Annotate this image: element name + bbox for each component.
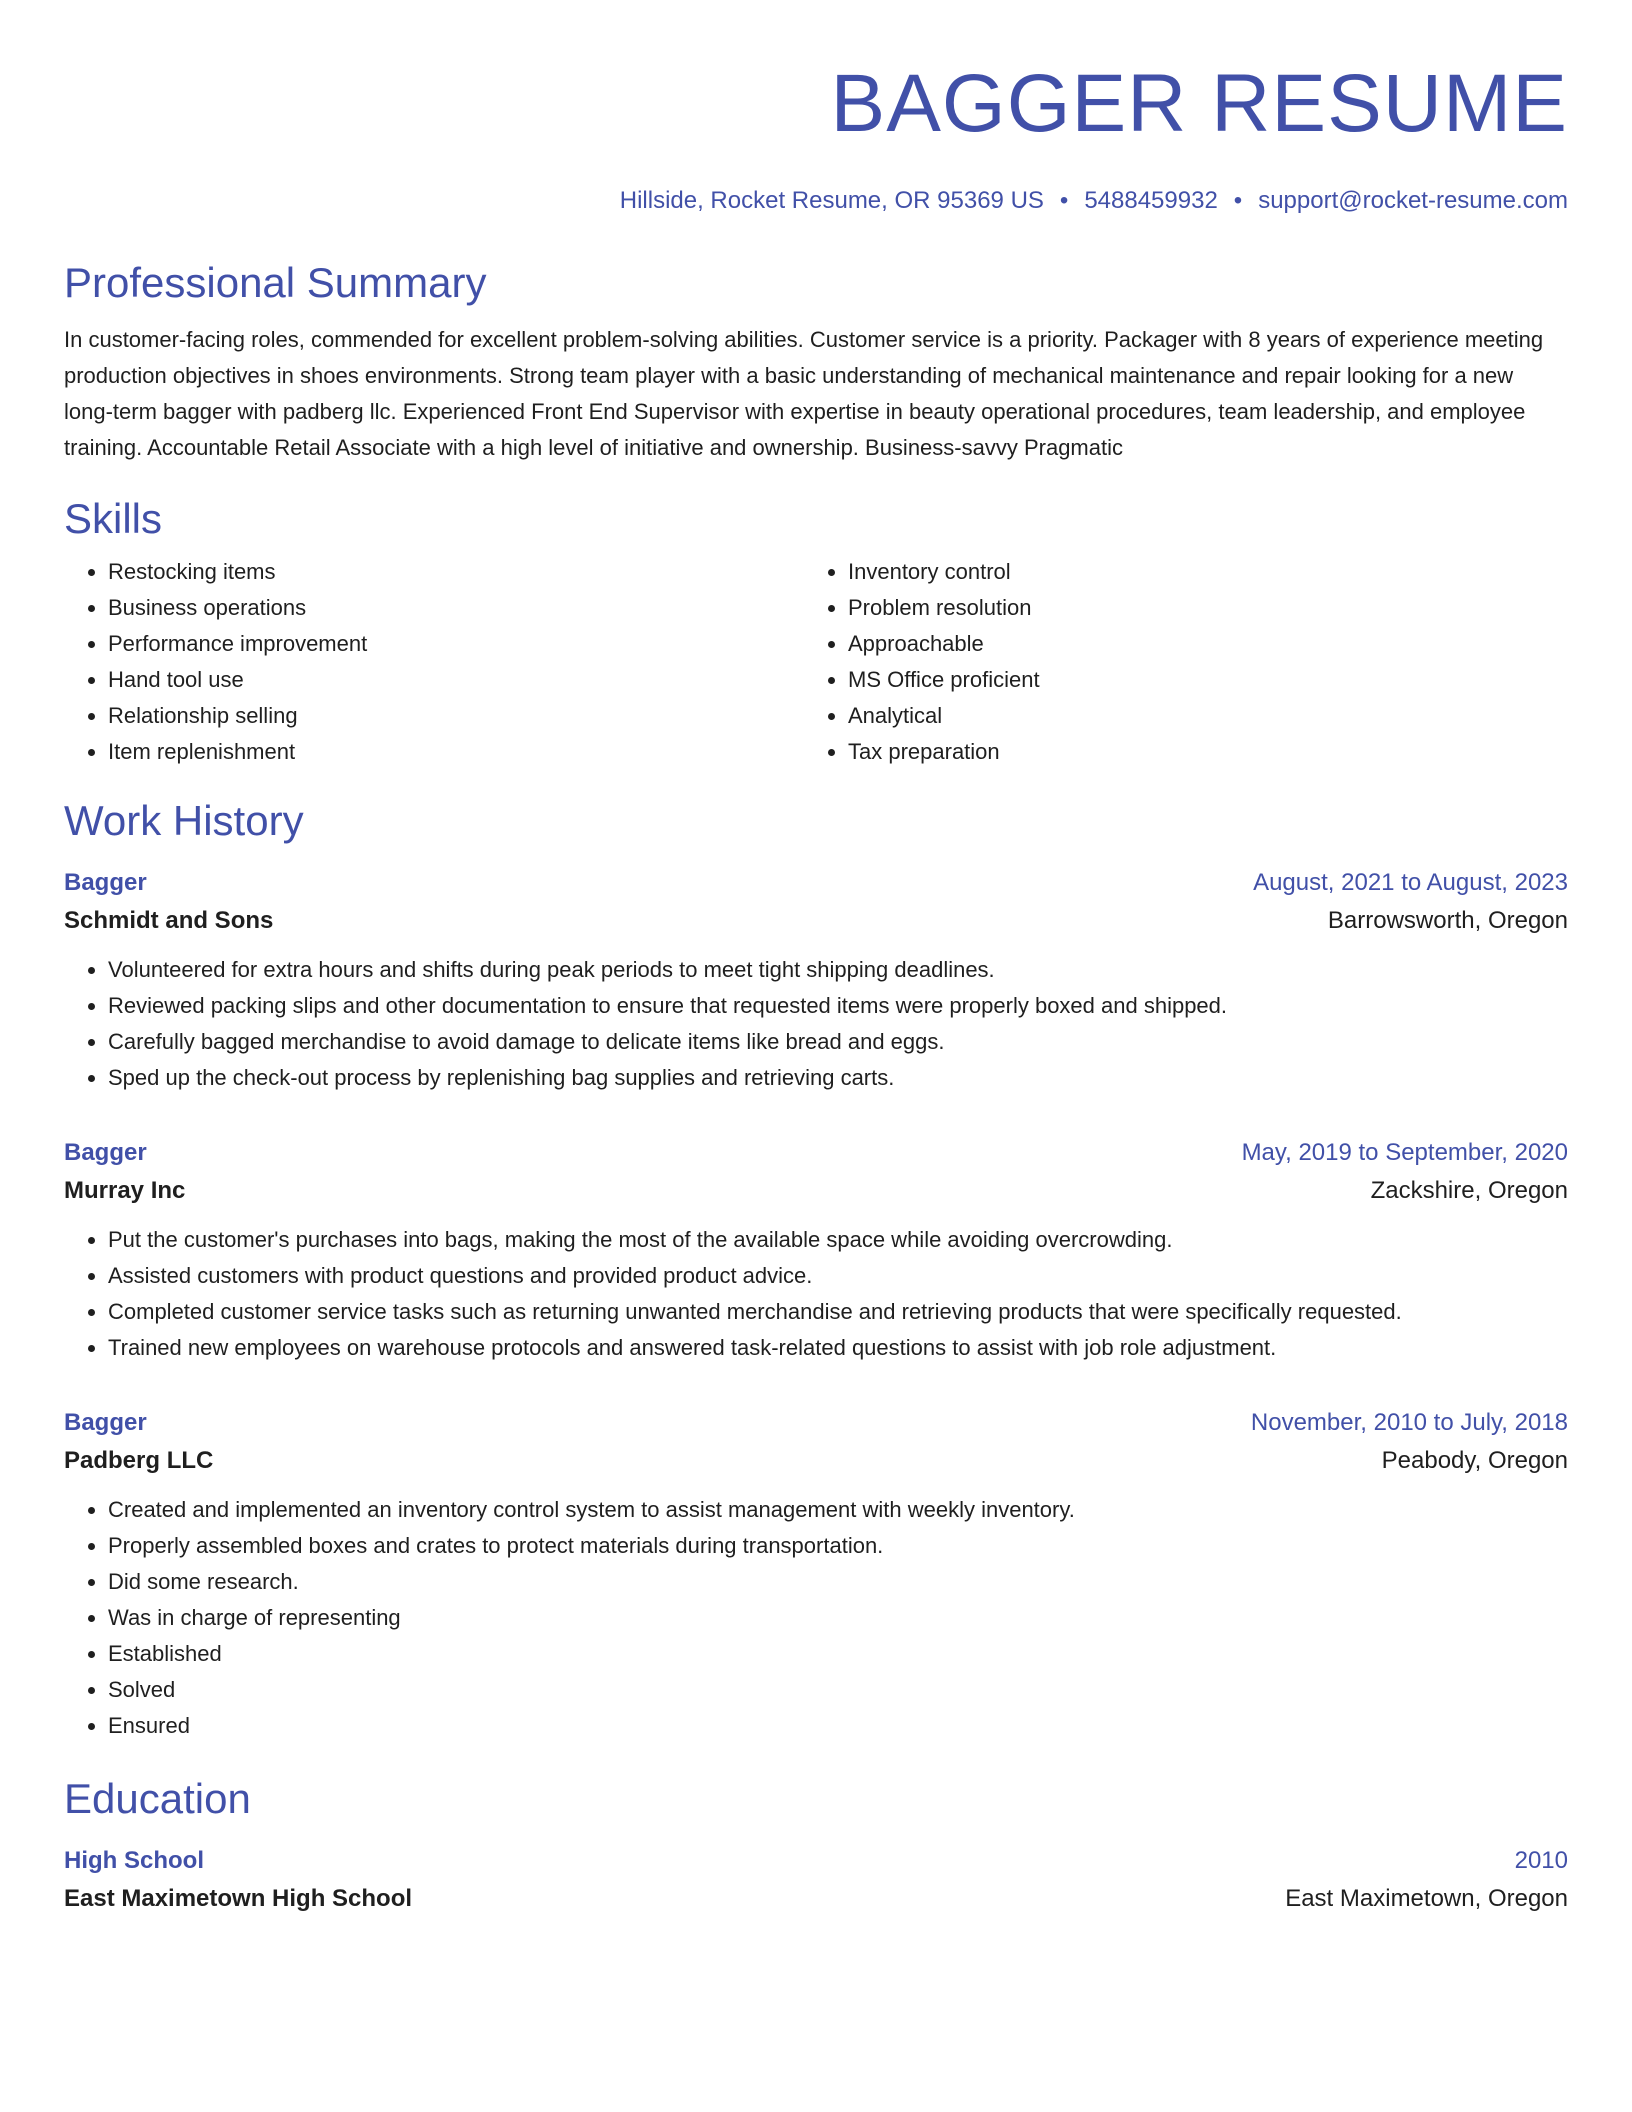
skill-item: • Approachable <box>848 626 1544 662</box>
job-dates: November, 2010 to July, 2018 <box>1250 1409 1568 1436</box>
contact-address: Hillside, Rocket Resume, OR 95369 US <box>619 187 1044 214</box>
education-heading: Education <box>64 1775 251 1822</box>
job-dates: May, 2019 to September, 2020 <box>1241 1139 1568 1166</box>
contact-email: support@rocket-resume.com <box>1258 187 1568 214</box>
contact-phone: 5488459932 <box>1084 187 1218 214</box>
job-location: Barrowsworth, Oregon <box>1327 907 1568 934</box>
skill-item: • Problem resolution <box>848 590 1544 626</box>
contact-separator: • <box>1233 187 1243 214</box>
job-duty: • Assisted customers with product questions and provided product advice. <box>108 1258 1568 1294</box>
job-location: Zackshire, Oregon <box>1370 1177 1568 1204</box>
job-duty: • Reviewed packing slips and other documentation to ensure that requested items were properly boxed and shipped. <box>108 988 1568 1024</box>
job-company: Murray Inc <box>64 1177 186 1204</box>
skill-item: • Tax preparation <box>848 734 1544 770</box>
job-duty: • Established <box>108 1636 1568 1672</box>
job-duty: • Volunteered for extra hours and shifts during peak periods to meet tight shipping deadlines. <box>108 952 1568 988</box>
job-duty: • Trained new employees on warehouse protocols and answered task-related questions to assist with job role adjustment. <box>108 1330 1568 1366</box>
job-duty: • Solved <box>108 1672 1568 1708</box>
resume-name: BAGGER RESUME <box>830 58 1568 149</box>
skill-item: • Inventory control <box>848 554 1544 590</box>
job-duties <box>64 1492 1568 1744</box>
skills-column-right <box>804 554 1544 770</box>
skill-item: • Business operations <box>108 590 804 626</box>
skill-item: • MS Office proficient <box>848 662 1544 698</box>
job-duty: • Was in charge of representing <box>108 1600 1568 1636</box>
contact-line <box>64 186 1568 216</box>
skills-heading: Skills <box>64 495 163 542</box>
skill-item: • Hand tool use <box>108 662 804 698</box>
job-duty: • Properly assembled boxes and crates to protect materials during transportation. <box>108 1528 1568 1564</box>
skill-item: • Analytical <box>848 698 1544 734</box>
job-location: Peabody, Oregon <box>1381 1447 1568 1474</box>
job-duty: • Completed customer service tasks such as returning unwanted merchandise and retrieving products that were specifically requested. <box>108 1294 1568 1330</box>
job-duty: • Carefully bagged merchandise to avoid damage to delicate items like bread and eggs. <box>108 1024 1568 1060</box>
job-company: Schmidt and Sons <box>64 907 274 934</box>
job-entry <box>64 864 1568 1096</box>
job-company: Padberg LLC <box>64 1447 214 1474</box>
job-duty: • Put the customer's purchases into bags, making the most of the available space while avoiding overcrowding. <box>108 1222 1568 1258</box>
job-dates: August, 2021 to August, 2023 <box>1253 869 1568 896</box>
job-duty: • Ensured <box>108 1708 1568 1744</box>
job-duties <box>64 952 1568 1096</box>
job-entry <box>64 1404 1568 1744</box>
education-degree: High School <box>64 1847 204 1874</box>
job-title: Bagger <box>64 1139 147 1166</box>
work-history-heading: Work History <box>64 797 304 844</box>
job-title: Bagger <box>64 869 147 896</box>
job-entry <box>64 1134 1568 1366</box>
job-duty: • Sped up the check-out process by replenishing bag supplies and retrieving carts. <box>108 1060 1568 1096</box>
skills-list <box>64 554 1568 770</box>
summary-text: In customer-facing roles, commended for excellent problem-solving abilities. Customer service is a priority. Packager with 8 years of experience meeting production objectives in shoes environments. Strong team player with a basic understanding of mechanical maintenance and repair looking for a new long-term bagger with padberg llc. Experienced Front End Supervisor with expertise in beauty operational procedures, team leadership, and employee training. Accountable Retail Associate with a high level of initiative and ownership. Business-savvy Pragmatic <box>64 327 1544 460</box>
contact-separator: • <box>1059 187 1069 214</box>
job-duty: • Created and implemented an inventory control system to assist management with weekly inventory. <box>108 1492 1568 1528</box>
education-location: East Maximetown, Oregon <box>1285 1885 1568 1912</box>
education-entry <box>64 1842 1568 1918</box>
skill-item: • Relationship selling <box>108 698 804 734</box>
skills-column-left <box>64 554 804 770</box>
summary-heading: Professional Summary <box>64 259 487 306</box>
skill-item: • Restocking items <box>108 554 804 590</box>
job-duties <box>64 1222 1568 1366</box>
education-school: East Maximetown High School <box>64 1885 413 1912</box>
skill-item: • Item replenishment <box>108 734 804 770</box>
education-year: 2010 <box>1514 1847 1568 1874</box>
job-duty: • Did some research. <box>108 1564 1568 1600</box>
skill-item: • Performance improvement <box>108 626 804 662</box>
job-title: Bagger <box>64 1409 147 1436</box>
